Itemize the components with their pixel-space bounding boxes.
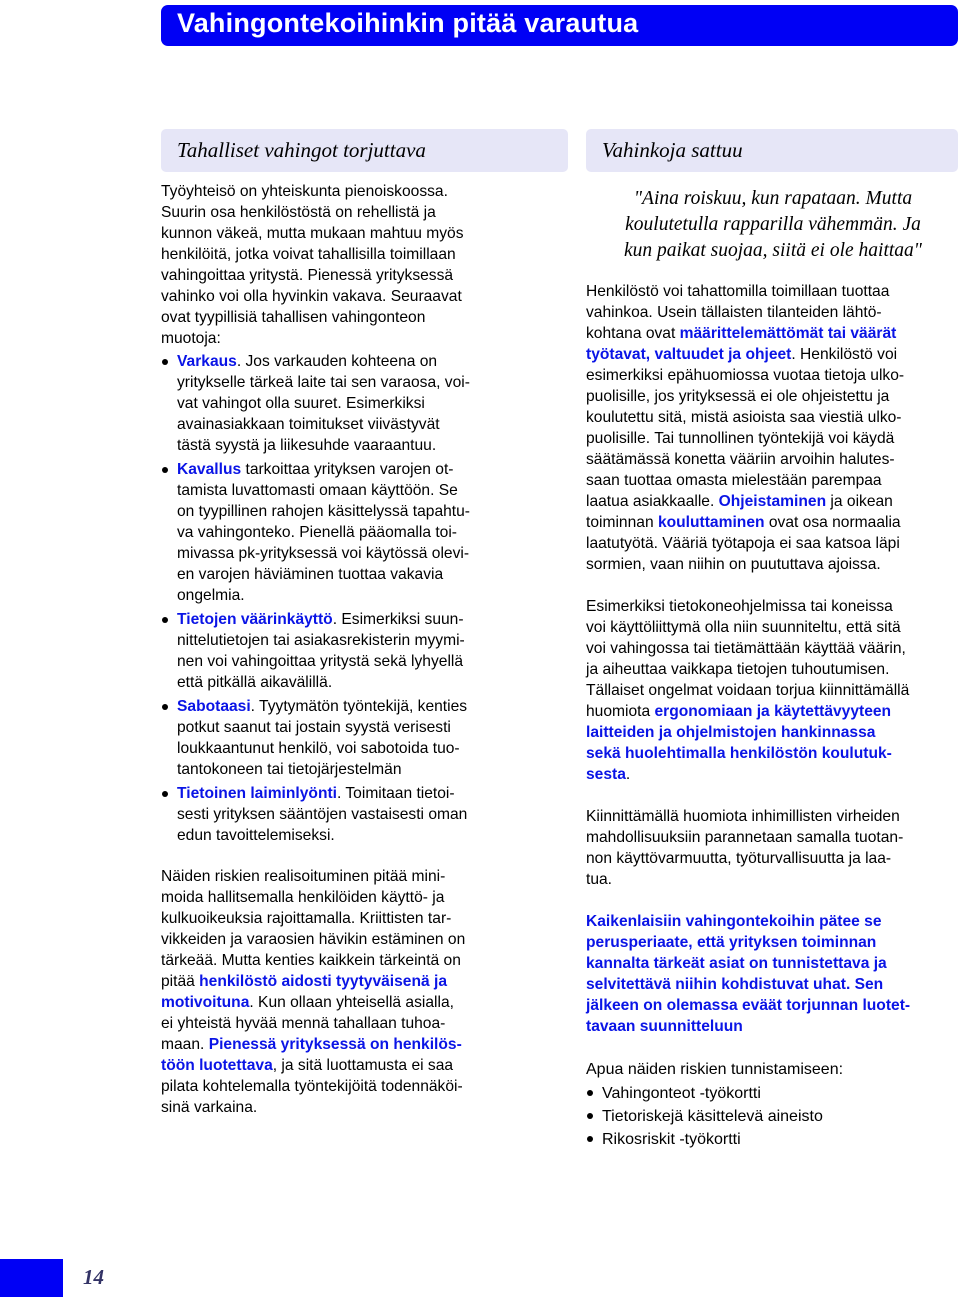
text-run: . Kun ollaan yhteisellä asialla, ei yhteistä hyvää mennä tahallaan tuhoa- maan. [161, 994, 454, 1053]
highlight-run: Pienessä yrityksessä on henkilös- töön luotettava [161, 1036, 462, 1074]
right-column [586, 186, 960, 1151]
text-run: Näiden riskien realisoituminen pitää mini- moida hallitsemalla henkilöiden käyttö- ja kulkuoikeuksia rajoittamalla. Kriittisten tar- vikkeiden ja varaosien hävikin estäminen on tärkeää. Mutta kenties kaikkein tärkeintä on pitää [161, 868, 466, 990]
page-title: Vahingontekoihinkin pitää varautua [177, 8, 639, 38]
left-column [161, 181, 531, 1118]
help-intro: Apua näiden riskien tunnistamiseen: [586, 1061, 844, 1078]
left-closing-paragraph [161, 866, 531, 1118]
list-item [161, 696, 531, 780]
right-paragraph-1 [586, 281, 960, 575]
highlight-run: Ohjeistaminen [718, 493, 827, 510]
bullet-term: Tietojen väärinkäyttö [177, 611, 333, 628]
highlight-run: kouluttaminen [657, 514, 765, 531]
help-list [586, 1082, 960, 1151]
highlight-run: määrittelemättömät tai väärät työtavat, valtuudet ja ohjeet [586, 325, 897, 363]
list-item [161, 351, 531, 456]
text-run: . [625, 766, 631, 783]
bullet-term: Tietoinen laiminlyönti [177, 785, 337, 802]
right-paragraph-2 [586, 596, 960, 785]
quote: "Aina roiskuu, kun rapataan. Mutta koulutetulla rapparilla vähemmän. Ja kun paikat suojaa, siitä ei ole haittaa" [624, 188, 922, 261]
title-bar [161, 5, 958, 46]
bullet-text: tarkoittaa yrityksen varojen ot- tamista luvattomasti omaan käyttöön. Se on tyypillinen rahojen käsittelyssä tapahtu- va vahingonteko. Pienellä pääomalla toi- mivassa pk-yrityksessä voi käytössä olevi- en varojen häviäminen tuottaa vakavia ongelmia. [177, 461, 470, 604]
list-item: Vahingonteot -työkortti [586, 1082, 960, 1105]
list-item [161, 783, 531, 846]
right-paragraph-3: Kiinnittämällä huomiota inhimillisten virheiden mahdollisuuksiin parannetaan samalla tuotan- non käyttövarmuutta, työturvallisuutta ja laa- tua. [586, 808, 904, 888]
text-run: ja oikean toiminnan [586, 493, 893, 531]
list-item: Rikosriskit -työkortti [586, 1128, 960, 1151]
bullet-text: . Tyytymätön työntekijä, kenties potkut saanut tai jostain syystä verisesti loukkaantunut henkilö, voi sabotoida tuo- tantokoneen tai tietojärjestelmän [177, 698, 468, 778]
text-run: . Henkilöstö voi esimerkiksi epähuomiossa vuotaa tietoja ulko- puolisille, jos yrityksessä ei ole ohjeistettu ja koulutettu sitä, mistä asioista saa viestiä ulko- puolisille. Tai tunnollinen työntekijä voi käydä säätämässä konetta vääriin arvoihin halutes- saan tuottaa omasta mielestään parempaa laatua asiakkaalle. [586, 346, 905, 510]
highlight-run: henkilöstö aidosti tyytyväisenä ja motivoituna [161, 973, 448, 1011]
text-run: Henkilöstö voi tahattomilla toimillaan tuottaa vahinkoa. Usein tällaisten tilanteiden lähtö- kohtana ovat [586, 283, 890, 342]
right-section-heading: Vahinkoja sattuu [602, 138, 743, 162]
left-section-heading: Tahalliset vahingot torjuttava [177, 138, 426, 162]
left-section-heading-box [161, 129, 568, 172]
left-bullet-list [161, 351, 531, 846]
bullet-text: . Esimerkiksi suun- nittelutietojen tai asiakasrekisterin myymi- nen voi vahingoittaa yritystä sekä lyhyellä että pitkällä aikavälillä. [177, 611, 465, 691]
highlight-run: ergonomiaan ja käytettävyyteen laitteiden ja ohjelmistojen hankinnassa sekä huolehtimalla henkilöstön koulutuk- sesta [586, 703, 892, 783]
text-run: ovat osa normaalia laatutyötä. Vääriä työtapoja ei saa katsoa läpi sormien, vaan niihin on puututtava ajoissa. [586, 514, 901, 573]
page-number: 14 [83, 1265, 104, 1289]
list-item [161, 609, 531, 693]
text-run: Esimerkiksi tietokoneohjelmissa tai koneissa voi käyttöliittymä olla niin suunniteltu, että sitä voi vahingossa tai tietämättään käyttää väärin, ja aiheuttaa vaikkapa tietojen tuhoutumisen. Tällaiset ongelmat voidaan torjua kiinnittämällä huomiota [586, 598, 910, 720]
right-section-heading-box [586, 129, 958, 172]
list-item: Tietoriskejä käsittelevä aineisto [586, 1105, 960, 1128]
page-number-box [0, 1259, 63, 1297]
text-run: , ja sitä luottamusta ei saa pilata kohtelemalla työntekijöitä todennäköi- sinä varkaina. [161, 1057, 463, 1116]
right-highlight-paragraph: Kaikenlaisiin vahingontekoihin pätee se perusperiaate, että yrityksen toiminnan kannalta tärkeät asiat on tunnistettava ja selvitettävä niihin kohdistuvat uhat. Sen jälkeen on olemassa eväät torjunnan luotet- tavaan suunnitteluun [586, 913, 911, 1035]
bullet-term: Sabotaasi [177, 698, 251, 715]
bullet-term: Varkaus [177, 353, 237, 370]
bullet-text: . Jos varkauden kohteena on yritykselle tärkeä laite tai sen varaosa, voi- vat vahingot olla suuret. Esimerkiksi avainasiakkaan toimitukset viivästyvät tästä syystä ja liikesuhde vaaraantuu. [177, 353, 470, 454]
left-intro: Työyhteisö on yhteiskunta pienoiskoossa. Suurin osa henkilöstöstä on rehellistä ja kunnon väkeä, mutta mukaan mahtuu myös henkilöitä, jotka voivat tahallisilla toimillaan vahingoittaa yritystä. Pienessä yrityksessä vahinko voi olla hyvinkin vakava. Seuraavat ovat tyypillisiä tahallisen vahingonteon muotoja: [161, 183, 464, 347]
bullet-term: Kavallus [177, 461, 242, 478]
list-item [161, 459, 531, 606]
bullet-text: . Toimitaan tietoi- sesti yrityksen sääntöjen vastaisesti oman edun tavoittelemiseksi. [177, 785, 468, 844]
